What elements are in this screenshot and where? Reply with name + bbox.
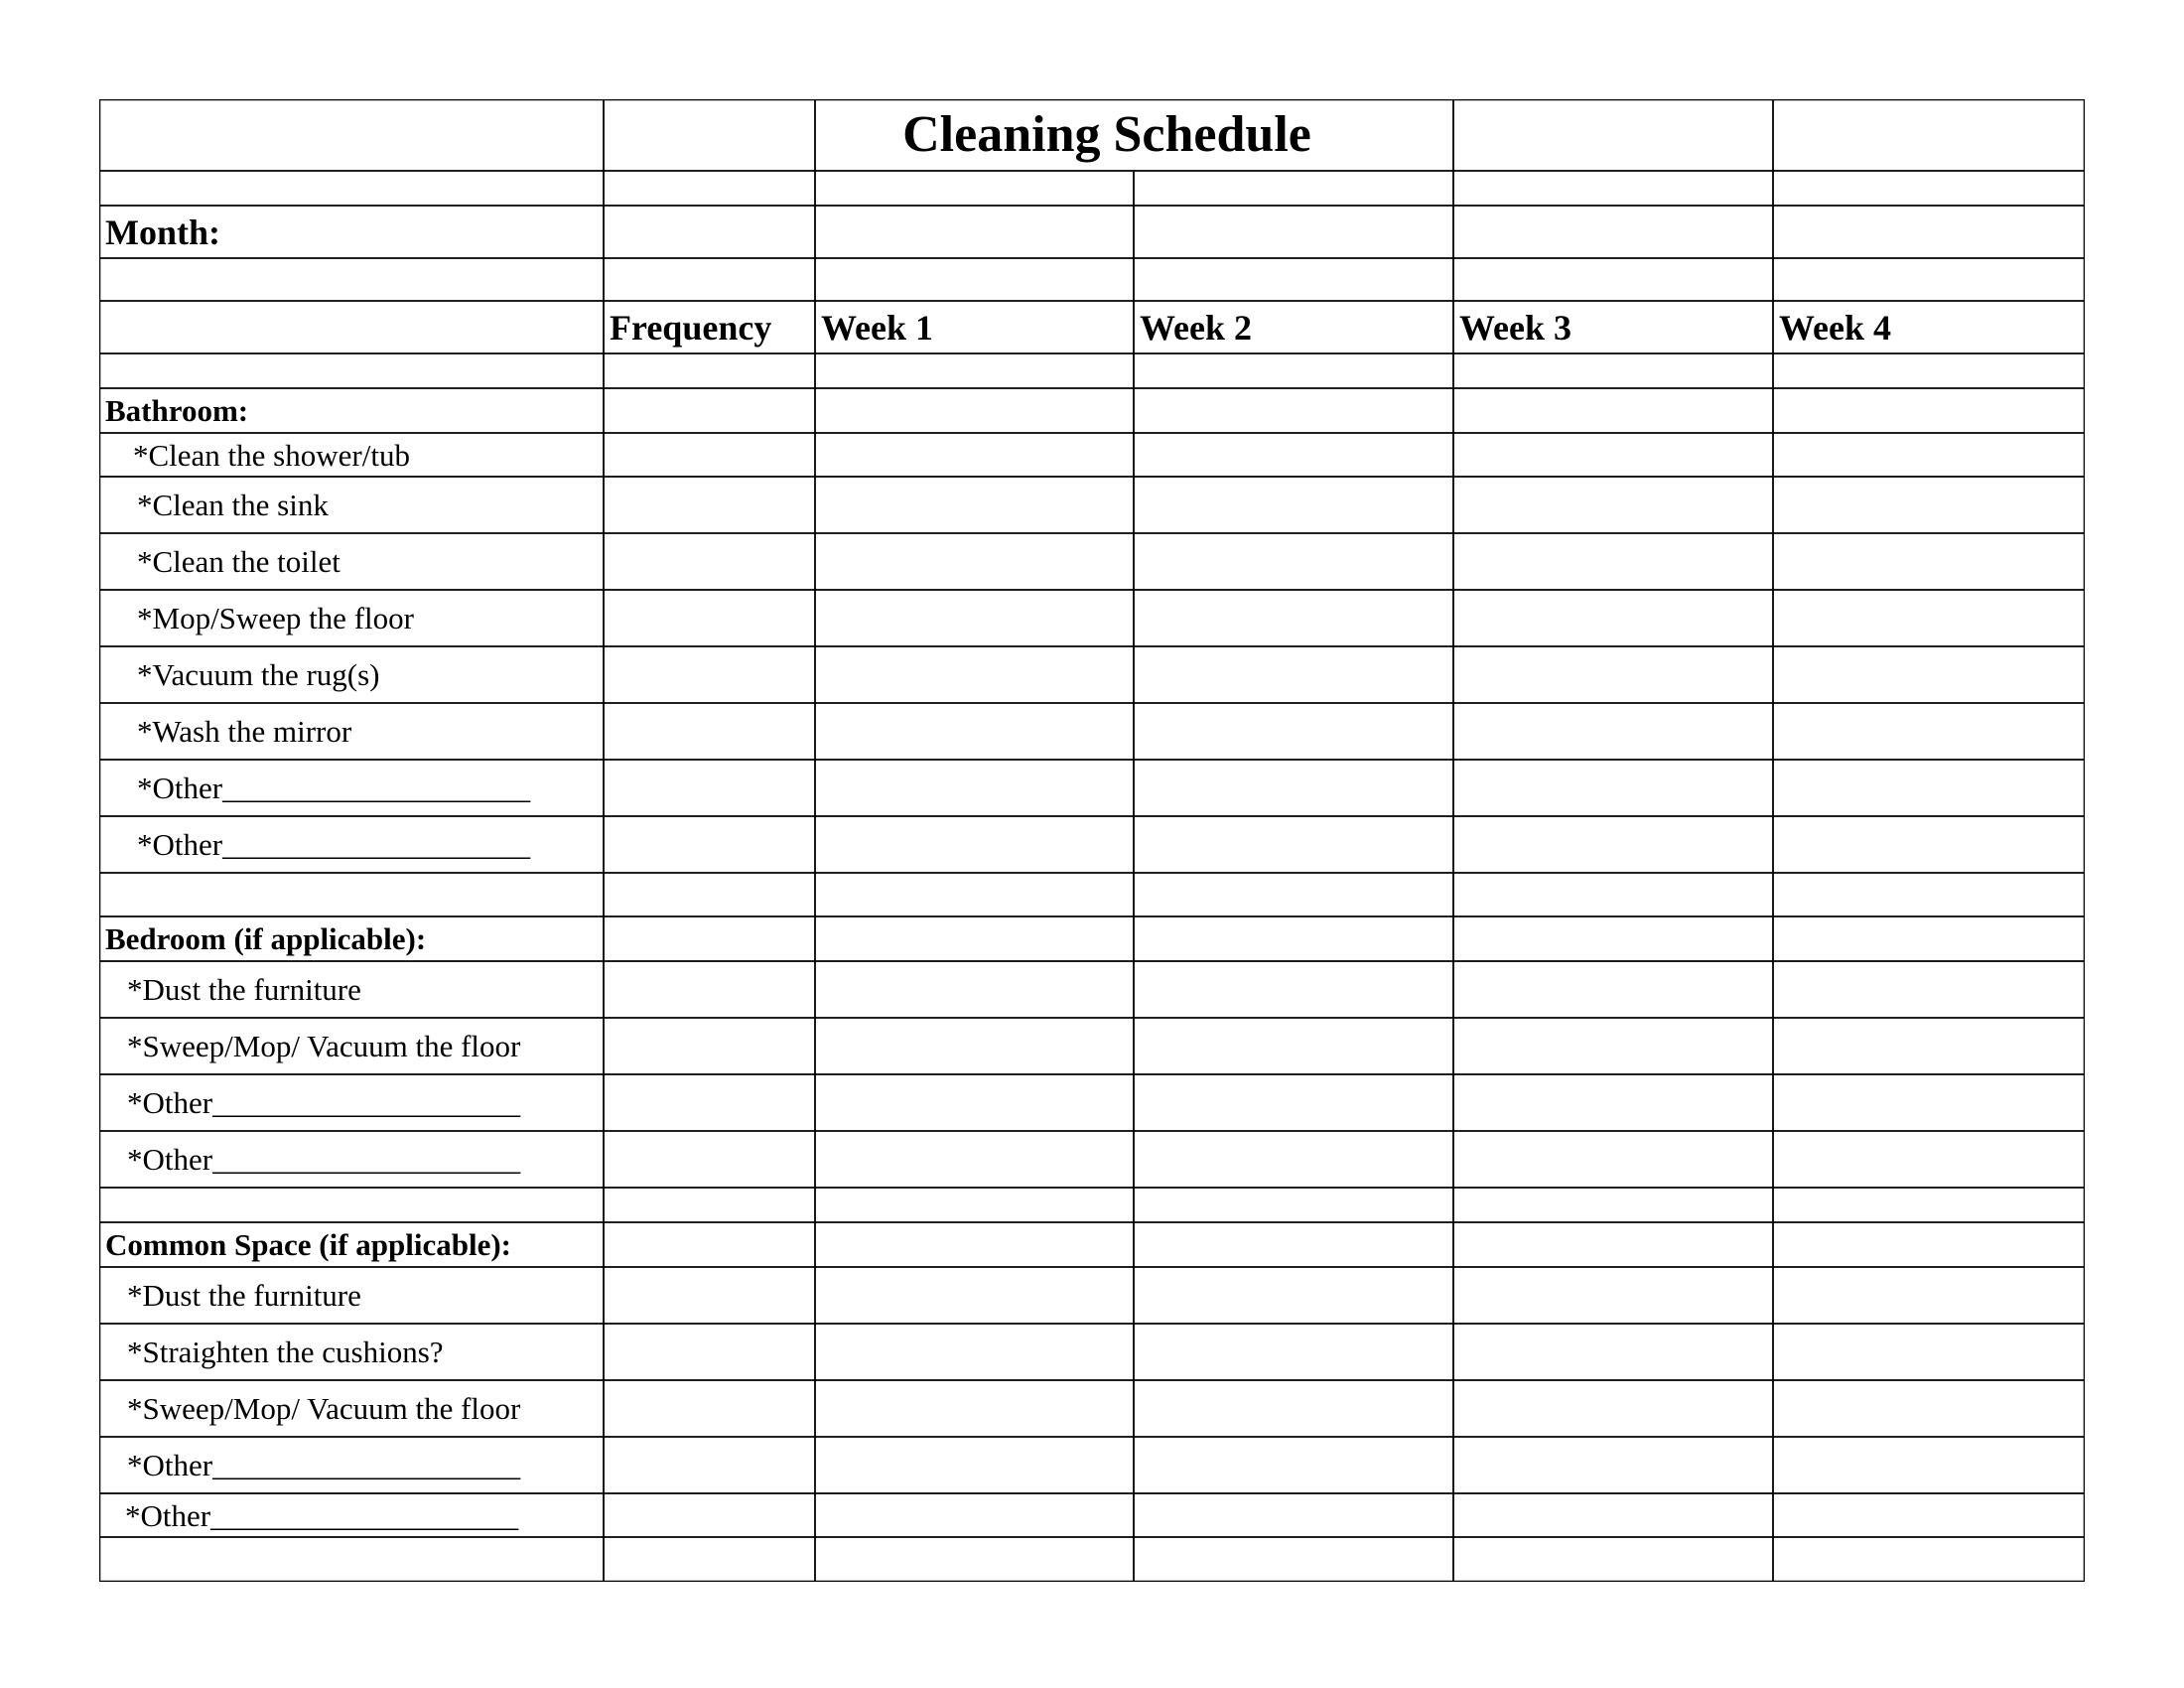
- task-label: *Other____________________: [127, 1085, 521, 1120]
- column-header-week-3: Week 3: [1459, 307, 1571, 348]
- task-label: *Vacuum the rug(s): [137, 657, 380, 692]
- column-header-week-4: Week 4: [1779, 307, 1891, 348]
- task-label: *Mop/Sweep the floor: [137, 601, 414, 635]
- task-label: *Other____________________: [127, 1142, 521, 1177]
- column-header-week-2: Week 2: [1140, 307, 1252, 348]
- task-label: *Other____________________: [137, 827, 531, 862]
- task-label: *Sweep/Mop/ Vacuum the floor: [127, 1391, 521, 1426]
- task-label: *Other____________________: [127, 1448, 521, 1482]
- column-header-week-1: Week 1: [821, 307, 933, 348]
- task-label: *Clean the toilet: [137, 544, 341, 579]
- task-label: *Other____________________: [125, 1497, 519, 1533]
- month-label: Month:: [105, 211, 220, 252]
- section-heading: Bedroom (if applicable):: [105, 921, 427, 956]
- task-label: *Clean the shower/tub: [133, 437, 410, 473]
- column-header-frequency: Frequency: [610, 307, 772, 348]
- task-label: *Dust the furniture: [127, 1278, 361, 1313]
- task-label: *Dust the furniture: [127, 972, 361, 1007]
- task-label: *Wash the mirror: [137, 714, 352, 749]
- task-label: *Sweep/Mop/ Vacuum the floor: [127, 1029, 521, 1063]
- section-heading: Bathroom:: [105, 393, 249, 428]
- section-heading: Common Space (if applicable):: [105, 1227, 512, 1262]
- page-title: Cleaning Schedule: [902, 106, 1311, 163]
- cleaning-schedule-table: [99, 99, 2085, 1582]
- task-label: *Straighten the cushions?: [127, 1335, 444, 1369]
- task-label: *Other____________________: [137, 771, 531, 805]
- task-label: *Clean the sink: [137, 488, 329, 522]
